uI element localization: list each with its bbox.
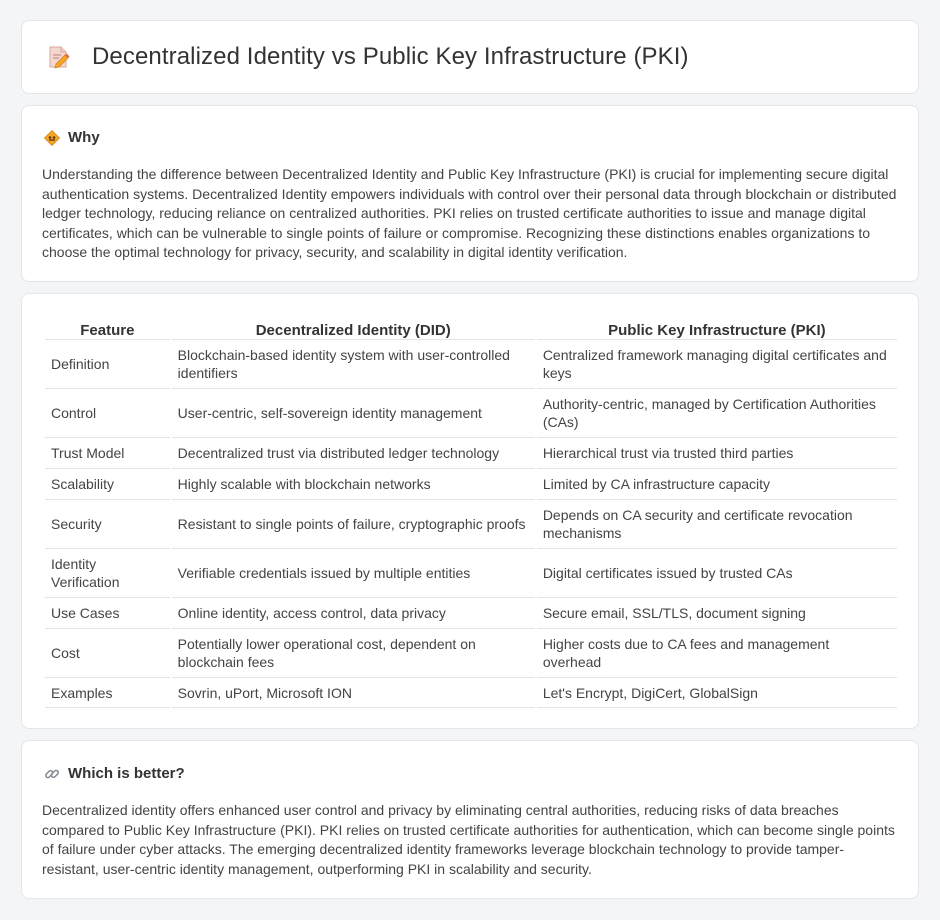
pki-cell: Let's Encrypt, DigiCert, GlobalSign [537,677,897,708]
did-cell: User-centric, self-sovereign identity management [172,388,535,437]
feature-cell: Definition [45,339,170,388]
pki-cell: Depends on CA security and certificate revocation mechanisms [537,499,897,548]
feature-cell: Examples [45,677,170,708]
table-header-row [45,319,897,339]
feature-cell: Use Cases [45,597,170,628]
table-row [45,597,897,628]
pki-cell: Centralized framework managing digital certificates and keys [537,339,897,388]
pki-cell: Secure email, SSL/TLS, document signing [537,597,897,628]
title-card [21,20,919,94]
table-row [45,437,897,468]
did-cell: Resistant to single points of failure, cryptographic proofs [172,499,535,548]
table-row [45,548,897,597]
table-row [45,468,897,499]
title-row [46,43,689,71]
feature-cell: Trust Model [45,437,170,468]
did-cell: Highly scalable with blockchain networks [172,468,535,499]
comparison-section [21,293,919,729]
feature-cell: Cost [45,628,170,677]
header-did: Decentralized Identity (DID) [255,322,451,339]
diamond-sign-icon [44,130,60,146]
pki-cell: Higher costs due to CA fees and management overhead [537,628,897,677]
did-cell: Verifiable credentials issued by multiple entities [172,548,535,597]
document-pencil-icon [46,44,72,70]
pki-cell: Digital certificates issued by trusted CAs [537,548,897,597]
pki-cell: Hierarchical trust via trusted third parties [537,437,897,468]
table-row [45,339,897,388]
link-icon [44,766,60,782]
why-heading: Why [68,129,100,146]
did-cell: Potentially lower operational cost, dependent on blockchain fees [172,628,535,677]
feature-cell: Scalability [45,468,170,499]
feature-cell: Identity Verification [45,548,170,597]
table-row [45,628,897,677]
better-heading-row [44,765,185,782]
did-cell: Blockchain-based identity system with user-controlled identifiers [172,339,535,388]
pki-cell: Limited by CA infrastructure capacity [537,468,897,499]
header-pki: Public Key Infrastructure (PKI) [608,322,826,339]
did-cell: Online identity, access control, data privacy [172,597,535,628]
pki-cell: Authority-centric, managed by Certification Authorities (CAs) [537,388,897,437]
why-section [21,105,919,282]
page-title: Decentralized Identity vs Public Key Infrastructure (PKI) [92,43,689,70]
better-heading: Which is better? [68,765,185,782]
header-feature: Feature [80,322,135,339]
why-text: Understanding the difference between Decentralized Identity and Public Key Infrastructure (PKI) is crucial for implementing secure digital authentication systems. Decentralized Identity empowers individuals with control over their personal data through blockchain or distributed ledger technology, reducing reliance on centralized authorities. PKI relies on trusted certificate authorities to issue and manage digital certificates, which can be vulnerable to single points of failure or compromise. Recognizing these distinctions enables organizations to choose the optimal technology for privacy, security, and scalability in digital identity verification. [42,166,897,261]
did-cell: Decentralized trust via distributed ledger technology [172,437,535,468]
table-row [45,499,897,548]
feature-cell: Security [45,499,170,548]
table-row [45,388,897,437]
table-row [45,677,897,708]
better-text: Decentralized identity offers enhanced user control and privacy by eliminating central authorities, reducing risks of data breaches compared to Public Key Infrastructure (PKI). PKI relies on trusted certificate authorities for authentication, which can become single points of failure under cyber attacks. The emerging decentralized identity frameworks leverage blockchain technology to provide tamper-resistant, user-centric identity management, outperforming PKI in scalability and security. [42,802,895,877]
comparison-table [43,319,899,708]
feature-cell: Control [45,388,170,437]
did-cell: Sovrin, uPort, Microsoft ION [172,677,535,708]
which-is-better-section [21,740,919,899]
why-heading-row [44,129,100,146]
